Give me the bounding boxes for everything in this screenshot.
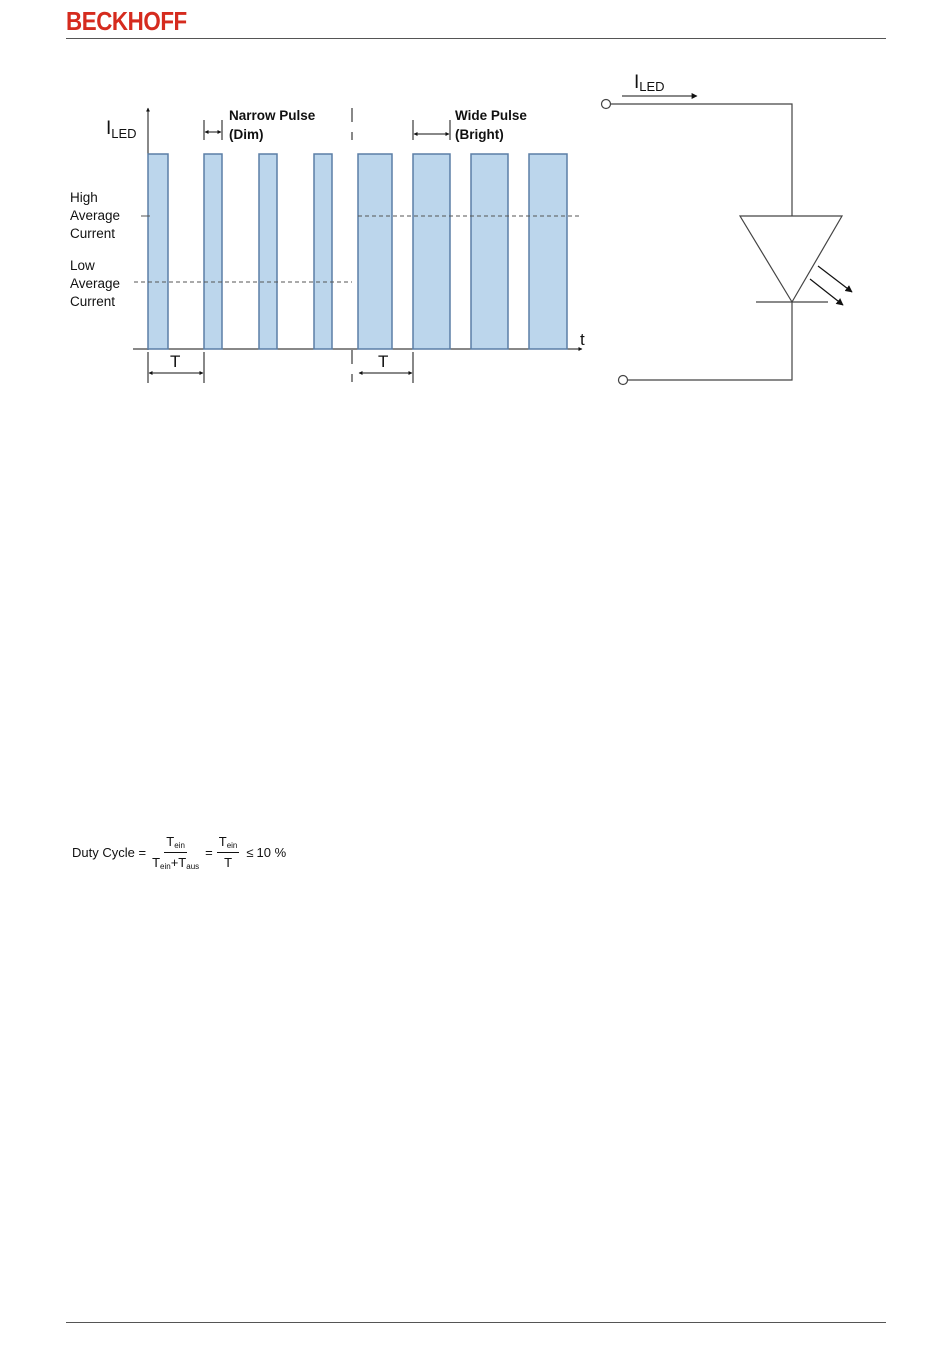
fraction-on-over-total: $\frac{T_{ein}}{T_{ein}+T_{aus}}$ [152, 833, 200, 871]
svg-text:Low: Low [70, 258, 95, 273]
narrow-pulse-label: Narrow Pulse (Dim) [229, 108, 316, 142]
svg-text:Average: Average [70, 208, 121, 223]
narrow-pulses [148, 154, 332, 349]
narrow-pulse [204, 154, 222, 349]
led-circuit [602, 100, 853, 385]
wire-bottom [628, 302, 792, 380]
terminal-bottom [619, 376, 628, 385]
circuit-current-label: ILED [634, 72, 665, 94]
svg-text:Current: Current [70, 294, 116, 309]
wide-pulse-label: Wide Pulse (Bright) [455, 108, 527, 142]
svg-text:Average: Average [70, 276, 121, 291]
narrow-pulse [148, 154, 168, 349]
y-axis-label: $I_{LED}$ [106, 118, 137, 141]
led-diode-icon [740, 216, 842, 302]
formula-limit: 10 % [256, 844, 287, 860]
formula-prefix: Duty Cycle = [72, 844, 147, 860]
wide-pulse [358, 154, 392, 349]
wide-pulse [413, 154, 450, 349]
duty-cycle-formula [72, 832, 286, 872]
beckhoff-logo: BECKHOFF [66, 6, 187, 36]
wire-top [611, 104, 792, 216]
period-label-right: T [378, 352, 389, 371]
wide-pulses [358, 154, 567, 349]
narrow-pulse [314, 154, 332, 349]
svg-text:Current: Current [70, 226, 116, 241]
light-emission-arrow [810, 279, 843, 305]
light-emission-arrow [818, 266, 852, 292]
svg-text:High: High [70, 190, 98, 205]
period-label-left: T [170, 352, 181, 371]
formula-relation: ≤ [246, 844, 254, 860]
low-average-label [70, 258, 120, 309]
terminal-top [602, 100, 611, 109]
high-average-label [70, 190, 120, 241]
formula-equals: = [205, 844, 213, 860]
pwm-led-diagram [0, 0, 950, 420]
fraction-on-over-period: $\frac{T_{ein}}{T}$ [218, 834, 238, 870]
x-axis-label: t [580, 330, 585, 349]
footer-rule [66, 1322, 886, 1323]
wide-pulse [471, 154, 508, 349]
wide-pulse [529, 154, 567, 349]
narrow-pulse [259, 154, 277, 349]
